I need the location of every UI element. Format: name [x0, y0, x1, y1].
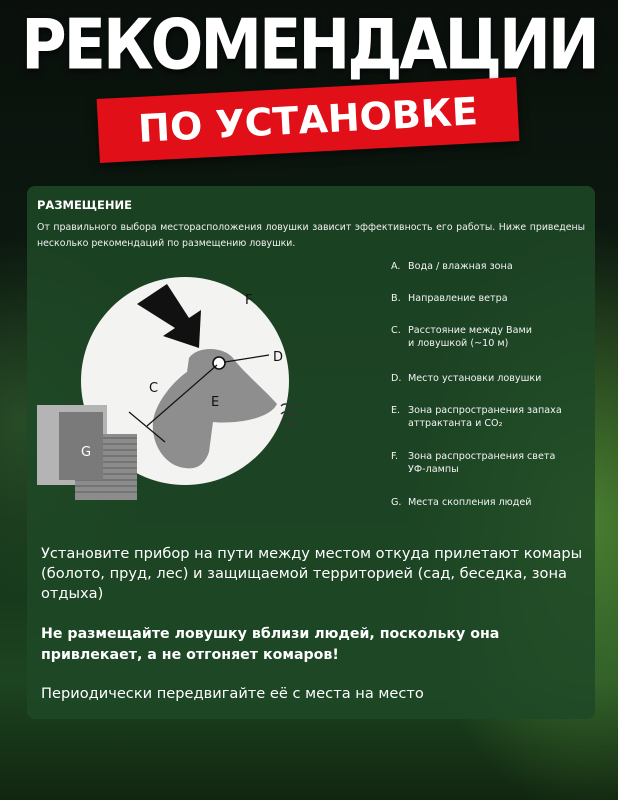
legend-item: A. Вода / влажная зона	[391, 261, 513, 272]
legend-item: B. Направление ветра	[391, 293, 508, 304]
diagram-label-f: F	[245, 293, 253, 308]
diagram-label-b: B	[155, 298, 164, 313]
section-title: РАЗМЕЩЕНИЕ	[37, 198, 133, 212]
title-badge	[97, 77, 520, 163]
legend-item: C. Расстояние между Вами и ловушкой (~10 м)	[391, 325, 532, 349]
relocation-tip-text: Периодически передвигайте её с места на место	[41, 685, 424, 702]
diagram-label-g: G	[81, 445, 92, 460]
legend-item: G. Места скопления людей	[391, 497, 532, 508]
placement-diagram	[37, 272, 307, 522]
diagram-label-c: C	[149, 381, 159, 396]
diagram-label-d: D	[273, 350, 284, 365]
diagram-label-e: E	[211, 395, 220, 410]
intro-text: От правильного выбора месторасположения ловушки зависит эффективность его работы. Ниже приведены несколько рекомендаций по размещению ловушки.	[37, 222, 585, 249]
placement-card	[27, 186, 595, 719]
warning-text: Не размещайте ловушку вблизи людей, поскольку она привлекает, а не отгоняет комаров!	[41, 626, 500, 663]
placement-tip-text: Установите прибор на пути между местом откуда прилетают комары (болото, пруд, лес) и защищаемой территорией (сад, беседка, зона отдыха)	[41, 545, 583, 602]
legend-item: D. Место установки ловушки	[391, 373, 542, 384]
page-title: РЕКОМЕНДАЦИИ	[21, 3, 597, 86]
title-badge-label: ПО УСТАНОВКЕ	[137, 89, 479, 151]
legend-item: E. Зона распространения запаха аттрактанта и CO₂	[391, 405, 562, 429]
legend-item: F. Зона распространения света УФ-лампы	[391, 451, 556, 475]
